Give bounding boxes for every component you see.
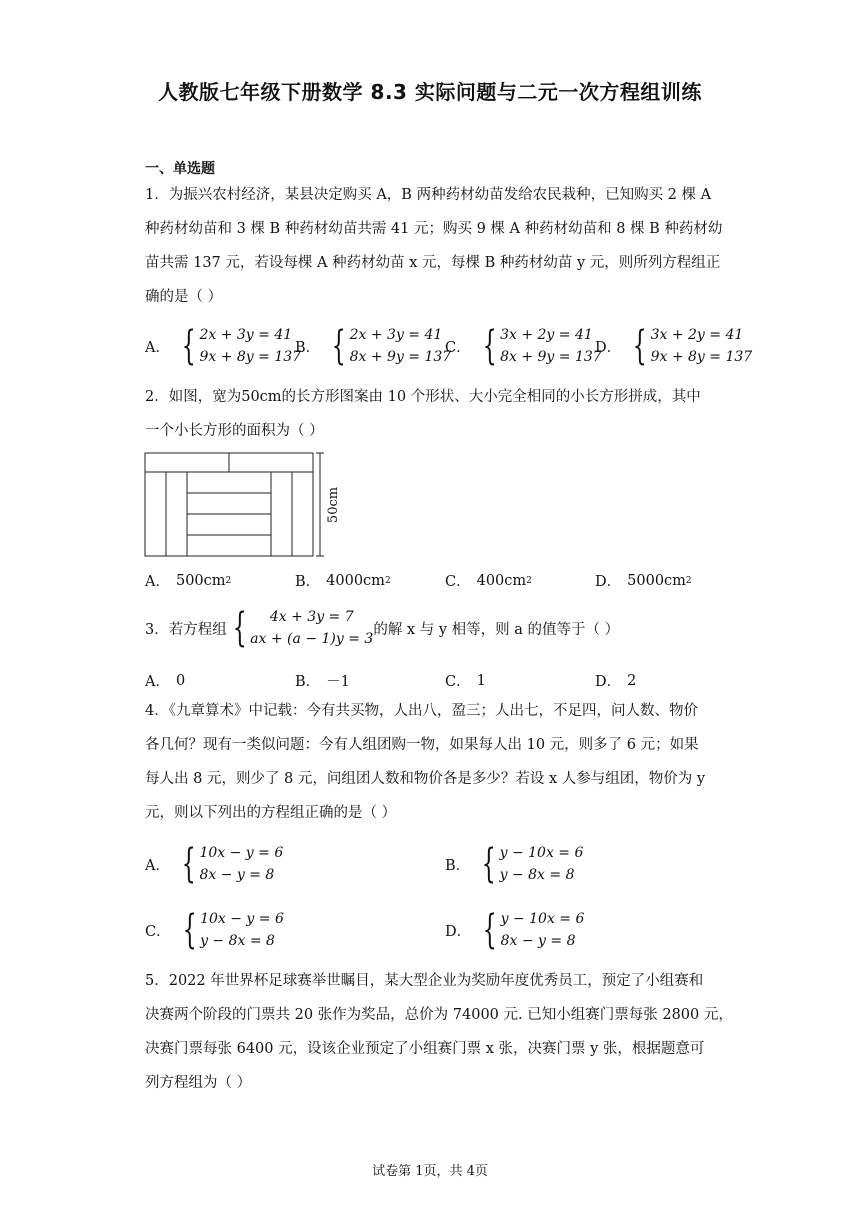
equation: 9x + 8y = 137 <box>199 349 302 365</box>
option-text: 4000cm <box>326 572 385 589</box>
question-2 <box>145 380 715 448</box>
option-label: C． <box>445 339 471 356</box>
option-label: D． <box>445 923 472 940</box>
q1-option-d[interactable] <box>595 324 752 368</box>
option-label: A． <box>145 857 170 874</box>
option-label: B． <box>445 857 471 874</box>
q3-prefix: 3．若方程组 <box>145 621 227 638</box>
q1-line: 种药材幼苗和 3 棵 B 种药材幼苗共需 41 元；购买 9 棵 A 种药材幼苗和 8 棵 B 种药材幼 <box>145 221 723 237</box>
q4-option-a[interactable] <box>145 842 283 886</box>
option-label: A． <box>145 674 170 690</box>
equation: 8x − y = 8 <box>199 867 275 883</box>
equation: 3x + 2y = 41 <box>500 327 593 343</box>
q2-option-d[interactable] <box>595 570 692 591</box>
option-label: C． <box>145 923 171 940</box>
option-label: C． <box>445 674 471 690</box>
question-1 <box>145 178 723 314</box>
equation: y − 10x = 6 <box>499 845 584 861</box>
question-3 <box>145 606 619 650</box>
q4-line: 每人出 8 元，则少了 8 元，问组团人数和物价各是多少？若设 x 人参与组团，物价为 y <box>145 771 706 787</box>
q1-option-c[interactable] <box>445 324 602 368</box>
brace-icon: { <box>181 323 196 369</box>
equation: 8x + 9y = 137 <box>349 349 452 365</box>
option-text: 500cm <box>175 572 226 589</box>
question-5 <box>145 964 733 1100</box>
brace-icon: { <box>181 841 196 887</box>
superscript: 2 <box>225 575 232 586</box>
q5-line: 列方程组为（ ） <box>145 1075 252 1091</box>
equation: 10x − y = 6 <box>199 845 284 861</box>
q2-line: 一个小长方形的面积为（ ） <box>145 423 324 439</box>
page-footer: 试卷第 1页，共 4页 <box>372 1164 488 1179</box>
brace-icon: { <box>481 841 496 887</box>
question-4 <box>145 694 715 830</box>
q1-line: 苗共需 137 元，若设每棵 A 种药材幼苗 x 元，每棵 B 种药材幼苗 y 元，则所列方程组正 <box>145 255 721 271</box>
equation: 9x + 8y = 137 <box>650 349 753 365</box>
option-label: D． <box>595 674 622 690</box>
option-text: 0 <box>175 672 186 689</box>
q5-line: 决赛两个阶段的门票共 20 张作为奖品，总价为 74000 元. 已知小组赛门票每张 2800 元， <box>145 1007 733 1023</box>
q2-option-a[interactable] <box>145 570 231 591</box>
q3-option-c[interactable] <box>445 670 486 691</box>
q3-option-a[interactable] <box>145 670 185 691</box>
equation: y − 8x = 8 <box>499 867 575 883</box>
option-label: D． <box>595 339 622 356</box>
equation: 2x + 3y = 41 <box>199 327 293 343</box>
brace-icon: { <box>331 323 346 369</box>
q1-option-b[interactable] <box>295 324 451 368</box>
equation: 4x + 3y = 7 <box>269 609 354 625</box>
q2-option-b[interactable] <box>295 570 391 591</box>
q2-option-c[interactable] <box>445 570 532 591</box>
page-title: 人教版七年级下册数学 8.3 实际问题与二元一次方程组训练 <box>158 80 702 104</box>
brace-icon: { <box>182 907 197 953</box>
option-text: 5000cm <box>627 572 686 589</box>
q5-line: 决赛门票每张 6400 元，设该企业预定了小组赛门票 x 张，决赛门票 y 张，根据题意可 <box>145 1041 705 1057</box>
q4-line: 元，则以下列出的方程组正确的是（ ） <box>145 805 397 821</box>
option-label: A． <box>145 339 170 356</box>
option-label: B． <box>295 339 321 356</box>
q1-option-a[interactable] <box>145 324 301 368</box>
dimension-label: 50cm <box>326 486 341 524</box>
superscript: 2 <box>384 575 391 586</box>
option-text: 1 <box>476 672 486 689</box>
q4-option-b[interactable] <box>445 842 583 886</box>
equation: 3x + 2y = 41 <box>650 327 744 343</box>
q4-option-c[interactable] <box>145 908 284 952</box>
q1-line: 1．为振兴农村经济，某县决定购买 A，B 两种药材幼苗发给农民栽种，已知购买 2 棵 A <box>145 187 712 203</box>
equation: ax + (a − 1)y = 3 <box>250 631 374 647</box>
option-label: D． <box>595 574 622 590</box>
option-label: B． <box>295 674 321 690</box>
option-label: A． <box>145 574 170 590</box>
equation: 8x − y = 8 <box>500 933 576 949</box>
q1-line: 确的是（ ） <box>145 289 223 305</box>
option-label: B． <box>295 574 321 590</box>
q2-line: 2．如图，宽为50cm的长方形图案由 10 个形状、大小完全相同的小长方形拼成，其中 <box>145 389 701 405</box>
q5-line: 5．2022 年世界杯足球赛举世瞩目，某大型企业为奖励年度优秀员工，预定了小组赛和 <box>145 973 704 989</box>
option-label: C． <box>445 574 471 590</box>
superscript: 2 <box>526 575 532 586</box>
rectangle-figure <box>140 448 360 560</box>
brace-icon: { <box>632 323 647 369</box>
equation: y − 8x = 8 <box>200 933 275 949</box>
option-text: －1 <box>326 674 350 690</box>
section-heading: 一、单选题 <box>145 161 215 177</box>
q4-line: 各几何？现有一类似问题：今有人组团购一物，如果每人出 10 元，则多了 6 元；如果 <box>145 737 699 753</box>
brace-icon: { <box>482 907 497 953</box>
q4-option-d[interactable] <box>445 908 584 952</box>
equation: 8x + 9y = 137 <box>500 349 602 365</box>
superscript: 2 <box>685 575 692 586</box>
option-text: 2 <box>627 672 637 689</box>
option-text: 400cm <box>476 572 527 589</box>
brace-icon: { <box>482 323 497 369</box>
q3-option-b[interactable] <box>295 670 350 691</box>
q4-line: 4．《九章算术》中记载：今有共买物，人出八，盈三；人出七，不足四，问人数、物价 <box>145 703 698 719</box>
q3-option-d[interactable] <box>595 670 636 691</box>
equation: 2x + 3y = 41 <box>349 327 443 343</box>
q3-suffix: 的解 x 与 y 相等，则 a 的值等于（ ） <box>373 621 620 638</box>
equation: y − 10x = 6 <box>500 911 585 927</box>
equation: 10x − y = 6 <box>200 911 284 927</box>
brace-icon: { <box>232 605 247 651</box>
